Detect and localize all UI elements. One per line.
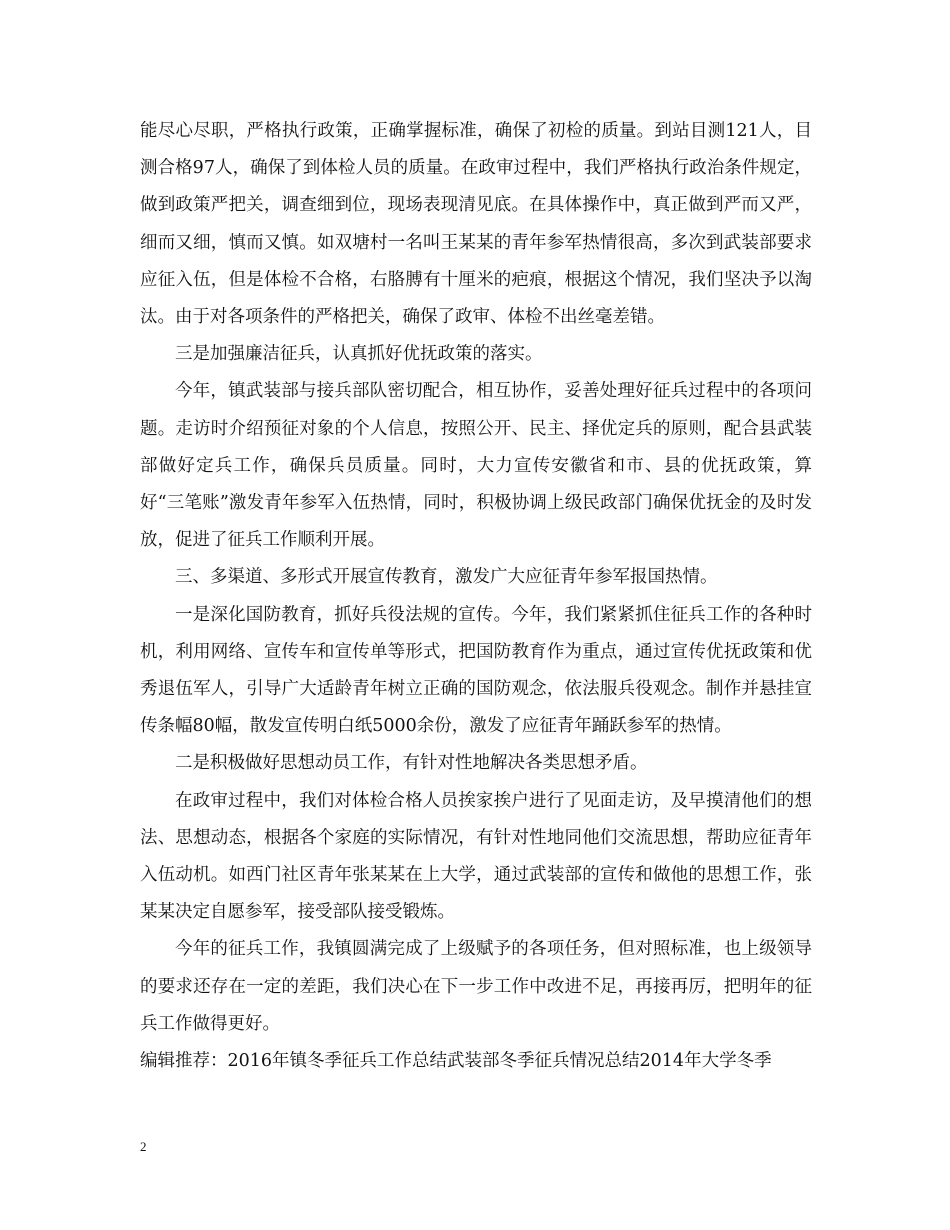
- page-number: 2: [140, 1139, 147, 1154]
- editor-recommendation: 编辑推荐：2016年镇冬季征兵工作总结武装部冬季征兵情况总结2014年大学冬季: [140, 1051, 772, 1072]
- section-heading-3: 三、多渠道、多形式开展宣传教育，激发广大应征青年参军报国热情。: [175, 567, 718, 588]
- paragraph-political-review: 在政审过程中，我们对体检合格人员挨家挨户进行了见面走访，及早摸清他们的想法、思想动态，根据各个家庭的实际情况，有针对性地同他们交流思想，帮助应征青年入伍动机。如西门社区青年张某某在上大学，通过武装部的宣传和做他的思想工作，张某某决定自愿参军，接受部队接受锻炼。: [140, 790, 812, 923]
- paragraph-subheading-2: 二是积极做好思想动员工作，有针对性地解决各类思想矛盾。: [175, 753, 648, 774]
- paragraph-conclusion: 今年的征兵工作，我镇圆满完成了上级赋予的各项任务，但对照标准，也上级领导的要求还存在一定的差距，我们决心在下一步工作中改进不足，再接再厉，把明年的征兵工作做得更好。: [140, 939, 812, 1034]
- paragraph-policy-implementation: 今年，镇武装部与接兵部队密切配合，相互协作，妥善处理好征兵过程中的各项问题。走访时介绍预征对象的个人信息，按照公开、民主、择优定兵的原则，配合县武装部做好定兵工作，确保兵员质量。同时，大力宣传安徽省和市、县的优抚政策，算好“三笔账”激发青年参军入伍热情，同时，积极协调上级民政部门确保优抚金的及时发放，促进了征兵工作顺利开展。: [140, 381, 812, 551]
- paragraph-subheading-3: 三是加强廉洁征兵，认真抓好优抚政策的落实。: [175, 344, 543, 365]
- paragraph-continuation: 能尽心尽职，严格执行政策，正确掌握标准，确保了初检的质量。到站目测121人，目测合格97人，确保了到体检人员的质量。在政审过程中，我们严格执行政治条件规定，做到政策严把关，调查细到位，现场表现清见底。在具体操作中，真正做到严而又严，细而又细，慎而又慎。如双塘村一名叫王某某的青年参军热情很高，多次到武装部要求应征入伍，但是体检不合格，右胳膊有十厘米的疤痕，根据这个情况，我们坚决予以淘汰。由于对各项条件的严格把关，确保了政审、体检不出丝毫差错。: [140, 121, 812, 328]
- document-body: [140, 113, 812, 1080]
- paragraph-defense-education: 一是深化国防教育，抓好兵役法规的宣传。今年，我们紧紧抓住征兵工作的各种时机，利用网络、宣传车和宣传单等形式，把国防教育作为重点，通过宣传优抚政策和优秀退伍军人，引导广大适龄青年树立正确的国防观念，依法服兵役观念。制作并悬挂宣传条幅80幅，散发宣传明白纸5000余份，激发了应征青年踊跃参军的热情。: [140, 604, 812, 737]
